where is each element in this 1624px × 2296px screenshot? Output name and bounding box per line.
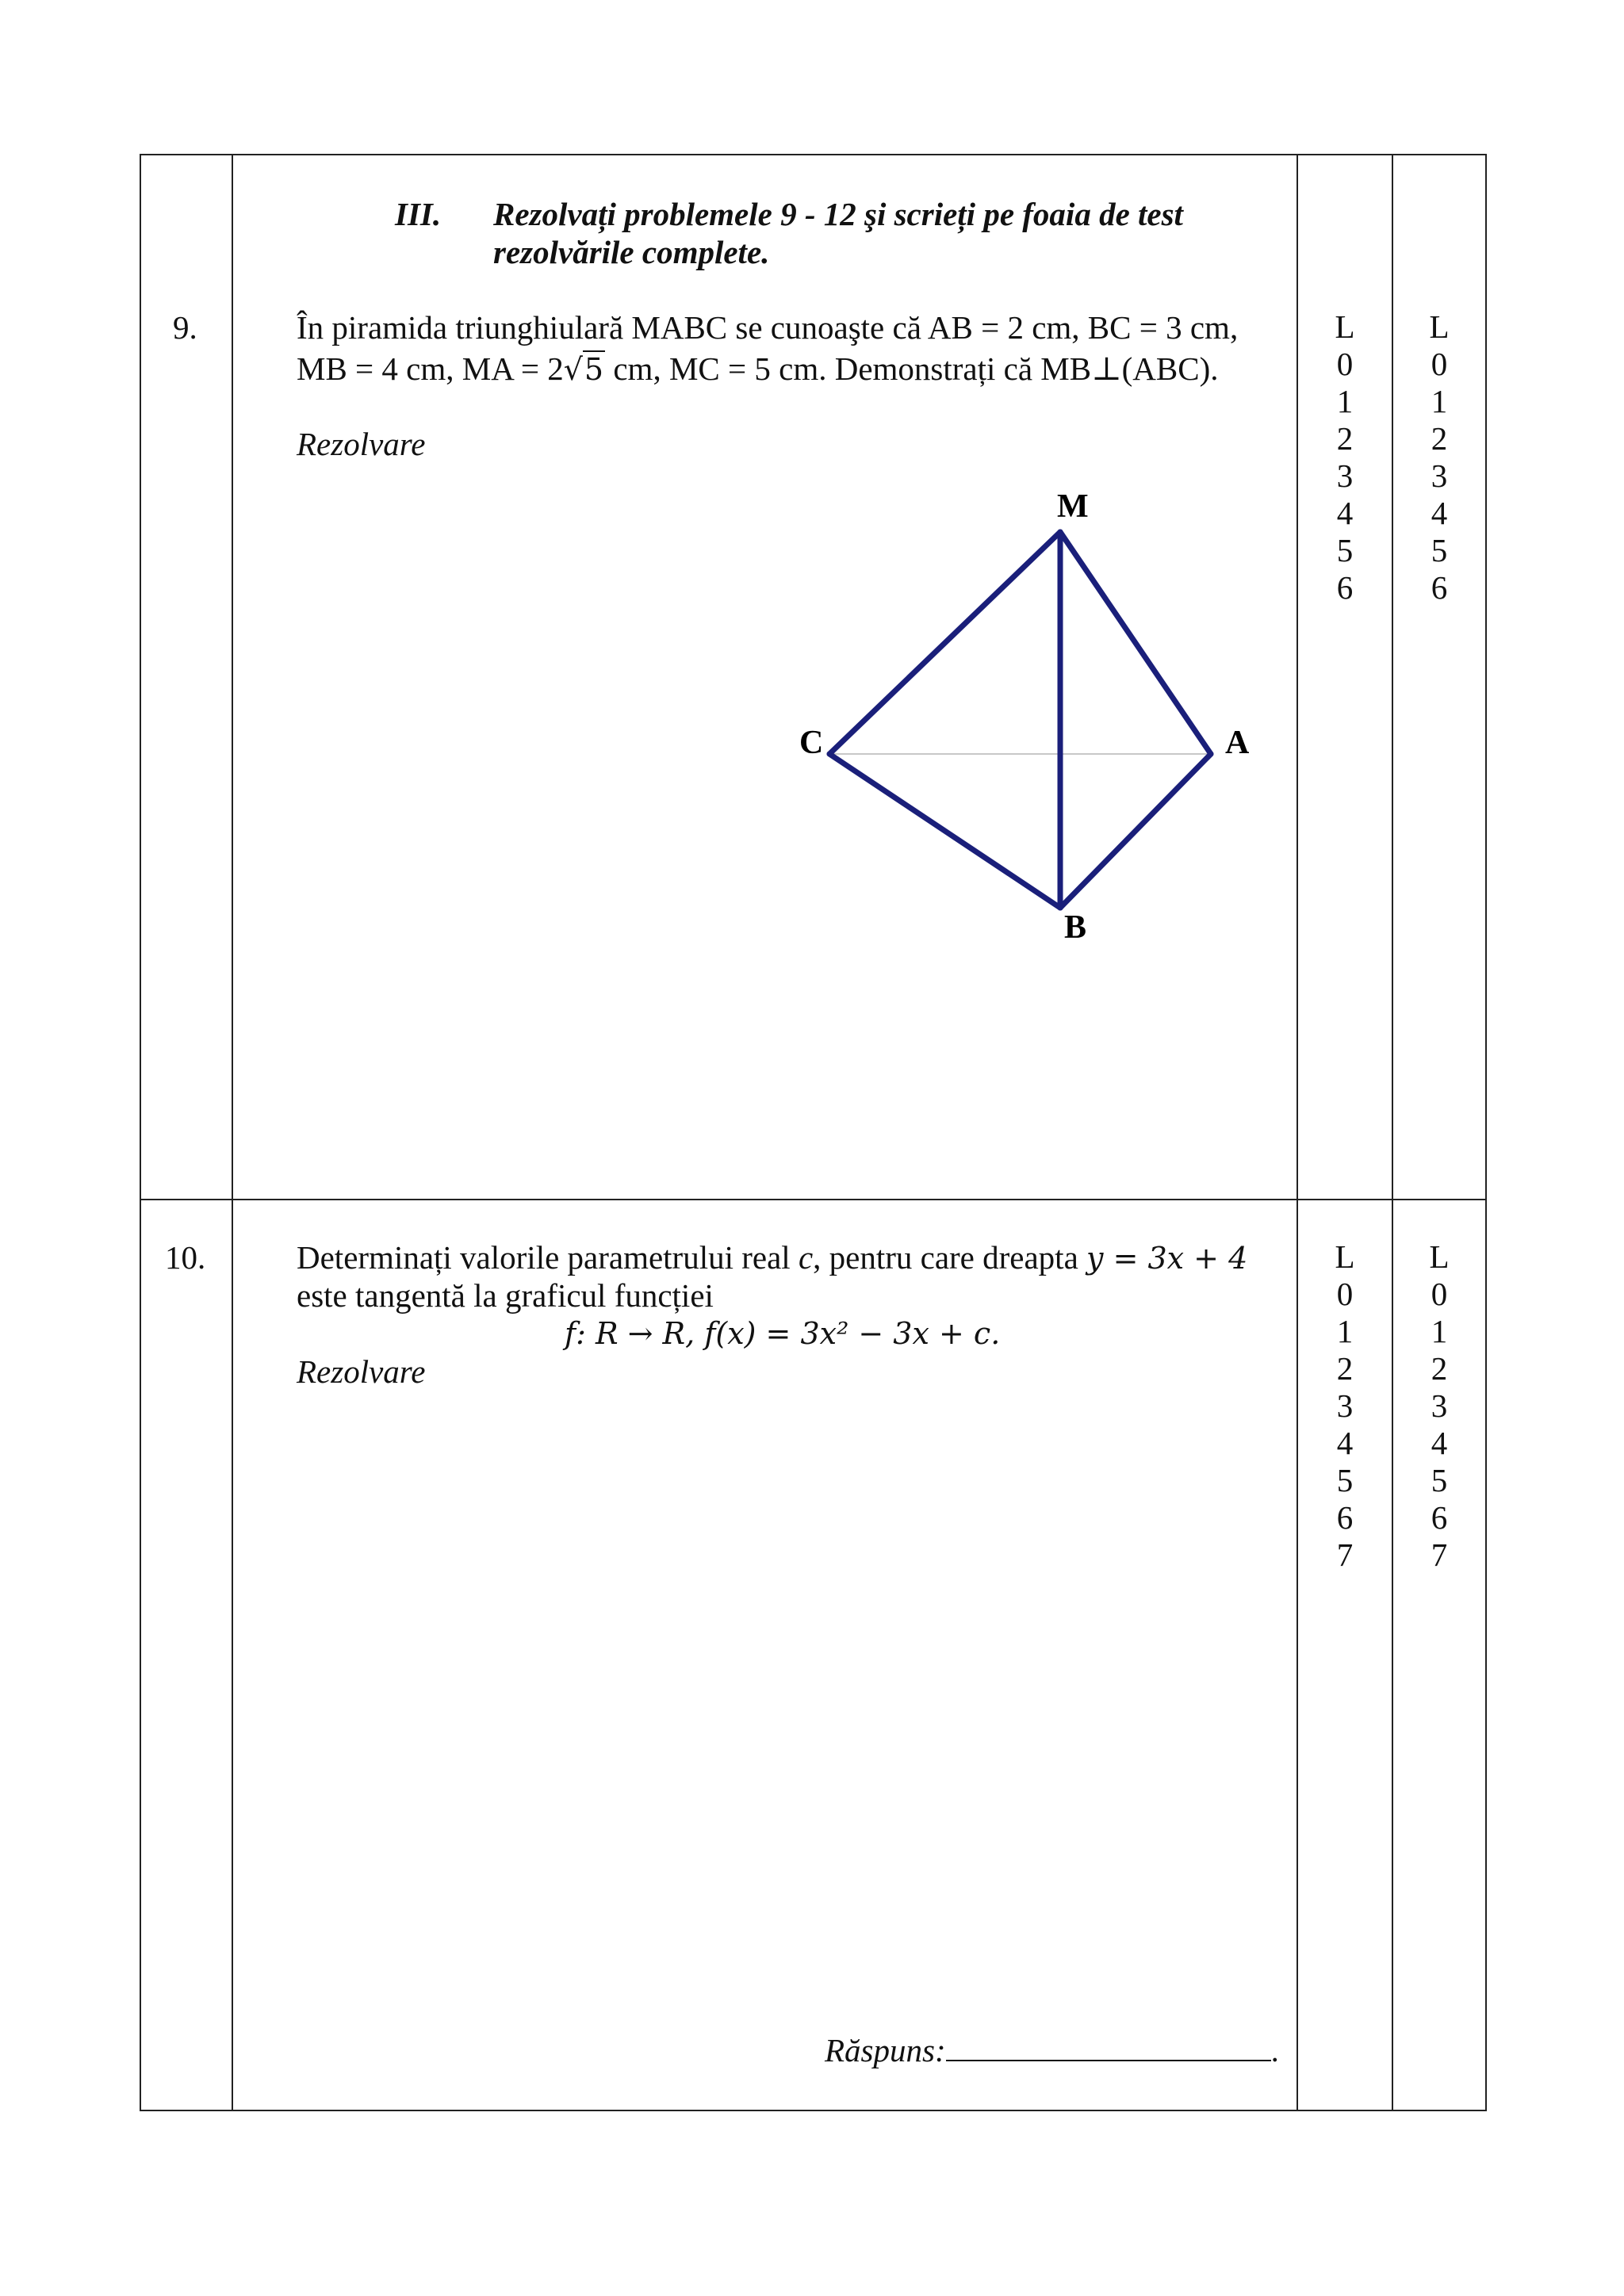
score-cell: 0 bbox=[1431, 346, 1448, 382]
score-cell: 3 bbox=[1336, 457, 1354, 494]
score-cell: 5 bbox=[1431, 1462, 1448, 1498]
problem9-score-col2 bbox=[1415, 308, 1463, 607]
problem9-score-col1 bbox=[1321, 308, 1369, 607]
line-equation: y = 3x + 4 bbox=[1086, 1241, 1248, 1276]
vertex-label-c: C bbox=[799, 725, 824, 761]
edge-ma bbox=[1060, 532, 1211, 754]
score-cell: 1 bbox=[1336, 383, 1354, 419]
score-cell: 6 bbox=[1336, 1499, 1354, 1536]
score-cell: 1 bbox=[1431, 383, 1448, 419]
score-cell: L bbox=[1429, 308, 1450, 345]
vertex-label-m: M bbox=[1057, 488, 1089, 525]
problem10-line2: este tangentă la graficul funcției bbox=[297, 1277, 714, 1314]
score-cell: 2 bbox=[1431, 1350, 1448, 1387]
section-instruction-line2: rezolvările complete. bbox=[493, 234, 770, 270]
score-cell: 5 bbox=[1336, 532, 1354, 568]
problem10-line1 bbox=[297, 1238, 1247, 1277]
score-cell: 0 bbox=[1431, 1276, 1448, 1312]
score-cell: 7 bbox=[1431, 1536, 1448, 1573]
score-cell: L bbox=[1335, 1238, 1355, 1275]
score-cell: 7 bbox=[1336, 1536, 1354, 1573]
section-instruction-line1: Rezolvați problemele 9 - 12 şi scrieți pe foaia de test bbox=[493, 196, 1183, 232]
parameter-c: c bbox=[798, 1239, 814, 1276]
problem10-score-col1 bbox=[1321, 1238, 1369, 1574]
score-cell: 2 bbox=[1336, 420, 1354, 457]
score-cell: 1 bbox=[1431, 1313, 1448, 1349]
sqrt-symbol: √5 bbox=[563, 352, 604, 387]
score-cell: L bbox=[1335, 308, 1355, 345]
edge-mc bbox=[829, 532, 1060, 754]
problem9-number: 9. bbox=[173, 309, 197, 346]
answer-label: Răspuns: bbox=[825, 2032, 946, 2068]
score-cell: 4 bbox=[1336, 1425, 1354, 1461]
score-cell: 6 bbox=[1336, 569, 1354, 606]
answer-row bbox=[825, 2031, 1279, 2069]
score-cell: 3 bbox=[1431, 457, 1448, 494]
problem10-number: 10. bbox=[165, 1239, 206, 1276]
function-formula: f: R → R, f(x) = 3x² − 3x + c. bbox=[565, 1316, 1001, 1351]
score-cell: L bbox=[1429, 1238, 1450, 1275]
problem10-rezolvare: Rezolvare bbox=[297, 1353, 426, 1390]
score-cell: 6 bbox=[1431, 569, 1448, 606]
vertex-label-a: A bbox=[1225, 725, 1250, 761]
edge-cb bbox=[829, 754, 1060, 908]
problem10-line1-text2: , pentru care dreapta bbox=[813, 1239, 1087, 1276]
answer-field[interactable] bbox=[946, 2031, 1271, 2061]
score-cell: 3 bbox=[1431, 1387, 1448, 1424]
vertex-label-b: B bbox=[1064, 909, 1087, 946]
score-cell: 4 bbox=[1431, 1425, 1448, 1461]
problem9-line1: În piramida triunghiulară MABC se cunoaşte că AB = 2 cm, BC = 3 cm, bbox=[297, 309, 1239, 346]
problem10-score-col2 bbox=[1415, 1238, 1463, 1574]
score-cell: 4 bbox=[1431, 495, 1448, 531]
answer-period: . bbox=[1270, 2032, 1279, 2068]
score-cell: 0 bbox=[1336, 1276, 1354, 1312]
problem9-line2-end: cm, MC = 5 cm. Demonstrați că MB⊥(ABC). bbox=[605, 350, 1219, 387]
score-cell: 2 bbox=[1336, 1350, 1354, 1387]
problem9-rezolvare: Rezolvare bbox=[297, 426, 426, 462]
problem10-line1-text: Determinați valorile parametrului real bbox=[297, 1239, 799, 1276]
score-cell: 2 bbox=[1431, 420, 1448, 457]
score-cell: 5 bbox=[1431, 532, 1448, 568]
edge-ab bbox=[1060, 754, 1211, 908]
score-cell: 1 bbox=[1336, 1313, 1354, 1349]
sqrt-radicand: 5 bbox=[584, 352, 604, 387]
score-cell: 3 bbox=[1336, 1387, 1354, 1424]
score-cell: 4 bbox=[1336, 495, 1354, 531]
section-roman: III. bbox=[395, 196, 442, 232]
score-cell: 6 bbox=[1431, 1499, 1448, 1536]
score-cell: 5 bbox=[1336, 1462, 1354, 1498]
score-cell: 0 bbox=[1336, 346, 1354, 382]
problem9-line2-start: MB = 4 cm, MA = 2 bbox=[297, 350, 564, 387]
